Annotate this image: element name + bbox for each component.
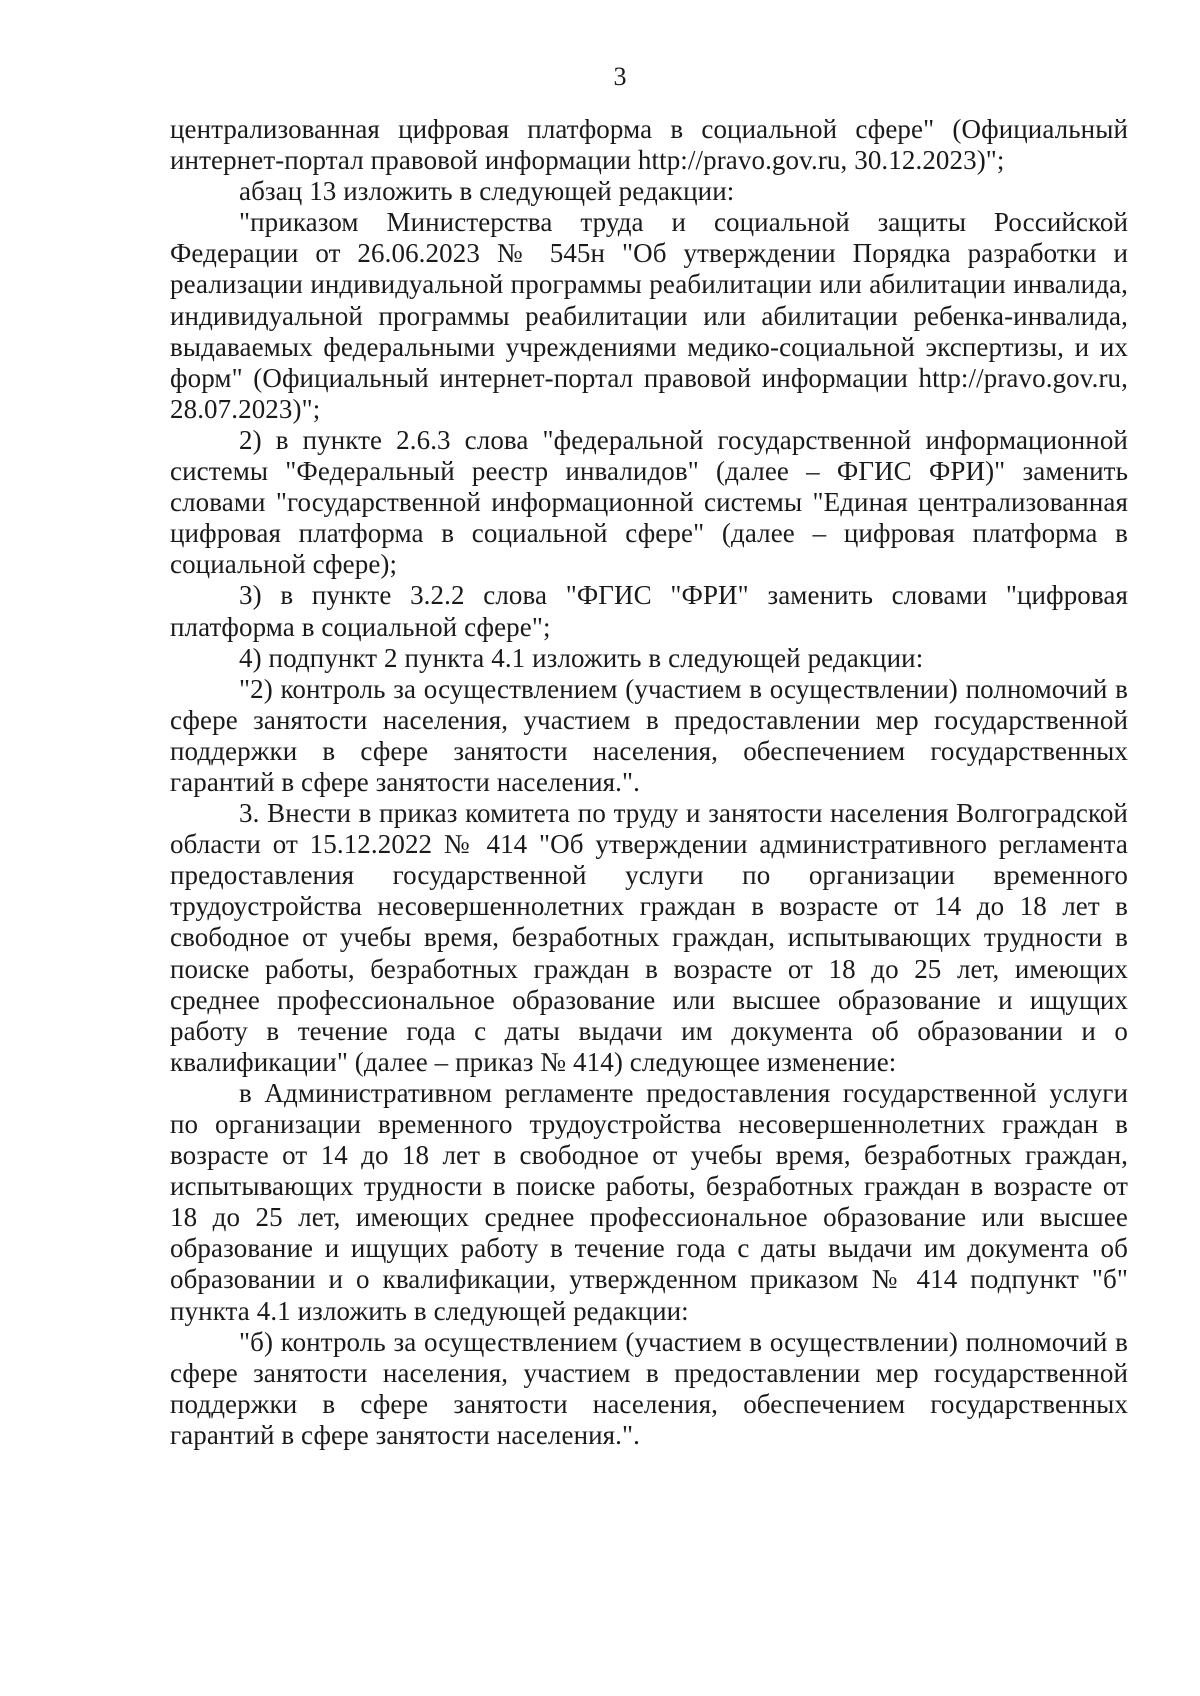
paragraph-admin-reglament: в Административном регламенте предоставления государственной услуги по организации временного трудоустройства несовершеннолетних граждан в возрасте от 14 до 18 лет в свободное от учебы время, безработных граждан, испытывающих трудности в поиске работы, безработных граждан в возрасте от 18 до 25 лет, имеющих среднее профессиональное образование или высшее образование и ищущих работу в течение года с даты выдачи им документа об образовании и о квалификации, утвержденном приказом № 414 подпункт "б" пункта 4.1 изложить в следующей редакции: [170,1077,1128,1326]
paragraph-prikaz-mintruda: "приказом Министерства труда и социальной защиты Российской Федерации от 26.06.2023 № 545н "Об утверждении Порядка разработки и реализации индивидуальной программы реабилитации или абилитации инвалида, индивидуальной программы реабилитации или абилитации ребенка-инвалида, выдаваемых федеральными учреждениями медико-социальной экспертизы, и их форм" (Официальный интернет-портал правовой информации http://pravo.gov.ru, 28.07.2023)"; [170,207,1128,424]
paragraph-item-4: 4) подпункт 2 пункта 4.1 изложить в следующей редакции: [239,642,924,673]
paragraph-section-3: 3. Внести в приказ комитета по труду и занятости населения Волгоградской области от 15.12.2022 № 414 "Об утверждении административного регламента предоставления государственной услуги по организации временного трудоустройства несовершеннолетних граждан в возрасте от 14 до 18 лет в свободное от учебы время, безработных граждан, испытывающих трудности в поиске работы, безработных граждан в возрасте от 18 до 25 лет, имеющих среднее профессиональное образование или высшее образование и ищущих работу в течение года с даты выдачи им документа об образовании и о квалификации" (далее – приказ № 414) следующее изменение: [170,798,1128,1077]
paragraph-abzac-13: абзац 13 изложить в следующей редакции: [239,176,735,207]
document-body [170,114,1128,1451]
paragraph-item-3: 3) в пункте 3.2.2 слова "ФГИС "ФРИ" заменить словами "цифровая платформа в социальной сфере"; [170,580,1128,642]
paragraph-item-2: 2) в пункте 2.6.3 слова "федеральной государственной информационной системы "Федеральный реестр инвалидов" (далее – ФГИС ФРИ)" заменить словами "государственной информационной системы "Единая централизованная цифровая платформа в социальной сфере" (далее – цифровая платформа в социальной сфере); [170,424,1128,580]
paragraph-subitem-b-text: "б) контроль за осуществлением (участием в осуществлении) полномочий в сфере занятости населения, участием в предоставлении мер государственной поддержки в сфере занятости населения, обеспечением государственных гарантий в сфере занятости населения.". [170,1326,1128,1450]
paragraph-item-4-text: "2) контроль за осуществлением (участием в осуществлении) полномочий в сфере занятости населения, участием в предоставлении мер государственной поддержки в сфере занятости населения, обеспечением государственных гарантий в сфере занятости населения.". [170,673,1128,797]
paragraph-continuation: централизованная цифровая платформа в социальной сфере" (Официальный интернет-портал правовой информации http://pravo.gov.ru, 30.12.2023)"; [170,114,1128,176]
page-number: 3 [613,62,627,91]
